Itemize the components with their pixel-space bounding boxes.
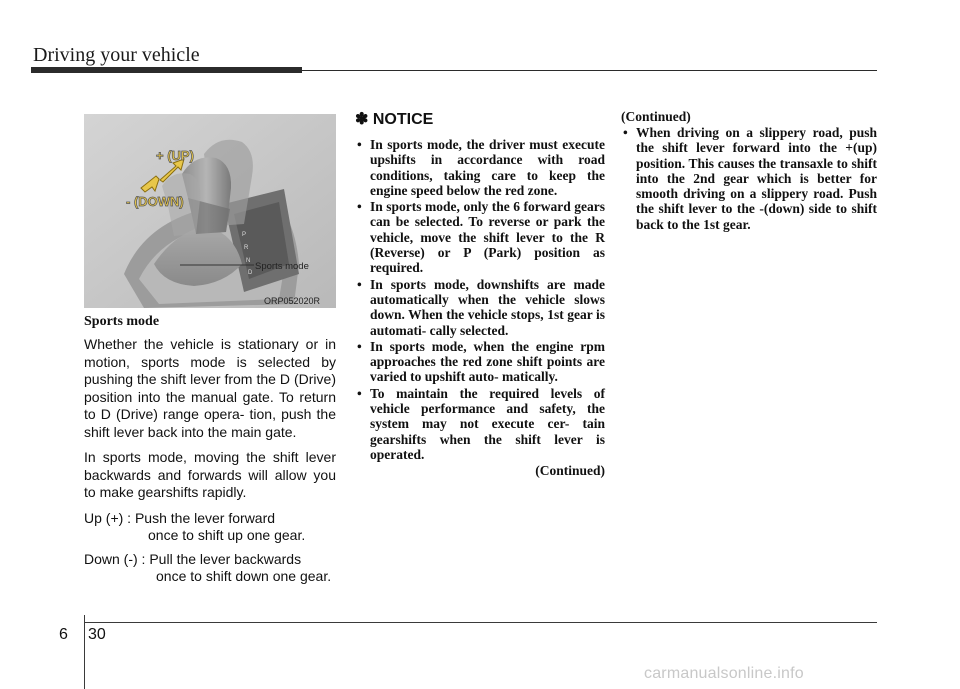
notice-item: • In sports mode, the driver must execute upshifts in accordance with road conditions, taking care to keep the engine speed below the red zone. <box>355 137 605 198</box>
right-column <box>621 109 877 233</box>
footer-rule <box>85 622 877 623</box>
page-header-title: Driving your vehicle <box>33 44 200 66</box>
definition-continuation: once to shift up one gear. <box>148 527 306 543</box>
definition-text: Push the lever forward <box>134 509 276 526</box>
notice-item: • In sports mode, when the engine rpm approaches the red zone shift points are varied to upshift auto- matically. <box>355 339 605 385</box>
notice-list <box>355 137 605 462</box>
section-number: 6 <box>59 626 68 643</box>
definition-separator: : <box>123 509 135 526</box>
callout-sports-mode: Sports mode <box>255 261 309 272</box>
definition-term-text: Up (+) <box>84 509 124 526</box>
definition-continuation: once to shift down one gear. <box>156 568 332 584</box>
gate-letter-r: R <box>244 245 249 251</box>
sports-mode-heading: Sports mode <box>84 314 160 329</box>
continued-marker: (Continued) <box>535 463 605 479</box>
gate-letter-n: N <box>246 258 251 264</box>
definition-down <box>84 551 336 569</box>
notice-item: • To maintain the required levels of vehicle performance and safety, the system may not execute cer- tain gearshifts when the shift lever is operated. <box>355 386 605 462</box>
gate-letter-p: P <box>242 232 247 238</box>
notice-item: • In sports mode, downshifts are made automatically when the vehicle slows down. When the vehicle stops, 1st gear is automati- cally selected. <box>355 277 605 338</box>
shift-lever-figure <box>84 114 336 308</box>
notice-list-continued <box>621 125 877 232</box>
gear-shift-definitions <box>84 510 336 586</box>
watermark: carmanualsonline.info <box>644 665 804 682</box>
definition-separator: : <box>137 550 150 567</box>
header-thick-rule <box>31 67 302 73</box>
definition-up <box>84 510 336 528</box>
notice-item: • In sports mode, only the 6 forward gears can be selected. To reverse or park the vehicle, move the shift lever to the R (Reverse) or P (Park) position as required. <box>355 199 605 275</box>
definition-term <box>84 551 149 569</box>
footer-divider <box>84 615 85 689</box>
page-number: 30 <box>88 626 106 643</box>
figure-code: ORP052020R <box>264 296 321 306</box>
definition-text: Pull the lever backwards <box>149 550 302 567</box>
down-label: - (DOWN) <box>126 194 184 209</box>
body-paragraph: Whether the vehicle is stationary or in motion, sports mode is selected by pushing the shift lever from the D (Drive) position into the manual gate. To return to D (Drive) range opera- tion, push the shift lever back into the main gate. <box>84 336 336 440</box>
continued-marker: (Continued) <box>621 109 691 124</box>
body-paragraph: In sports mode, moving the shift lever backwards and forwards will allow you to make gearshifts rapidly. <box>84 449 336 500</box>
notice-item: • When driving on a slippery road, push the shift lever forward into the +(up) position. This causes the transaxle to shift into the 2nd gear which is better for smooth driving on a slippery road. Push the shift lever to the -(down) side to shift back to the 1st gear. <box>621 125 877 232</box>
shift-lever-illustration <box>84 114 336 308</box>
gate-letter-d: D <box>248 270 253 276</box>
notice-title: ✽ NOTICE <box>355 111 434 128</box>
definition-term <box>84 510 135 528</box>
notice-column <box>355 109 605 479</box>
definition-term-text: Down (-) <box>84 550 138 567</box>
header-thin-rule <box>302 70 877 71</box>
up-label: + (UP) <box>156 148 194 163</box>
left-column <box>84 313 336 586</box>
